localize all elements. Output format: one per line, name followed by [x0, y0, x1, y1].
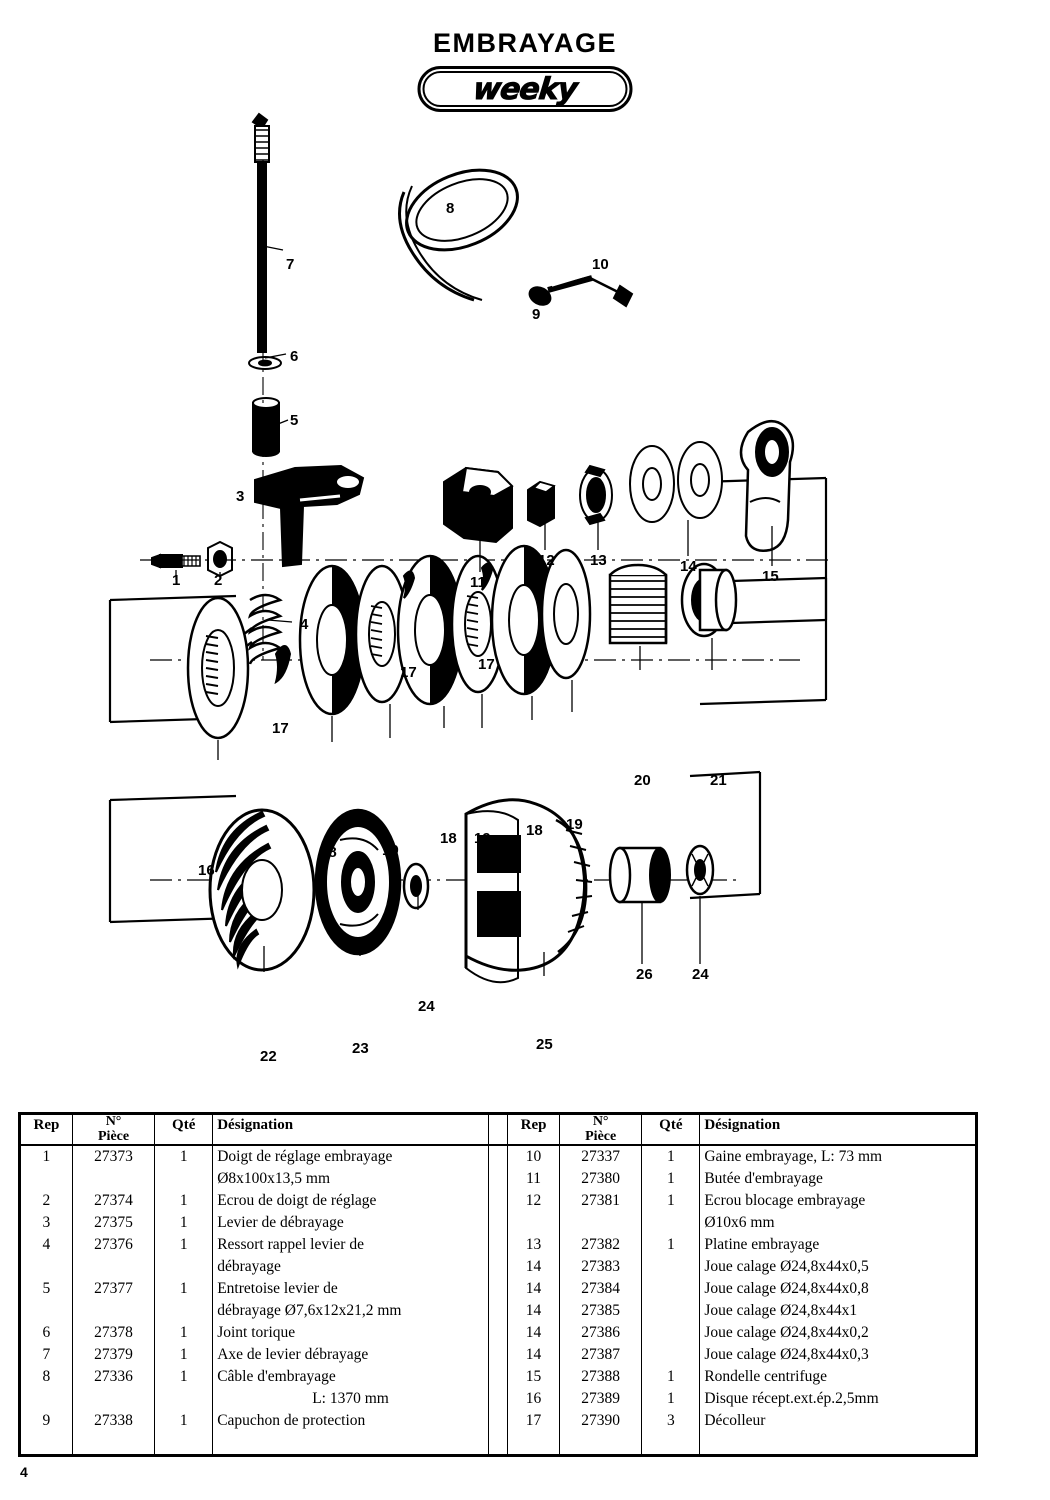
cell-qte: 1 [155, 1190, 213, 1212]
cell-qte: 1 [155, 1366, 213, 1388]
header-piece-right-line2: Pièce [585, 1128, 617, 1144]
cell-piece [72, 1300, 154, 1322]
part-2-ecrou [208, 542, 232, 576]
cell-qte: 1 [642, 1190, 700, 1212]
cell-rep: 10 [508, 1145, 560, 1168]
cell-rep: 5 [21, 1278, 72, 1300]
header-designation-right: Désignation [700, 1115, 975, 1145]
header-piece-right-line1: N° [592, 1114, 609, 1129]
cell-rep: 14 [508, 1322, 560, 1344]
cell-piece: 27374 [72, 1190, 154, 1212]
cell-piece [72, 1256, 154, 1278]
cell-piece: 27386 [559, 1322, 641, 1344]
cell-piece [72, 1432, 154, 1454]
callout-1: 1 [172, 572, 181, 589]
part-18-19-disc-stack [300, 546, 590, 714]
callout-12: 12 [538, 552, 555, 569]
part-7-axe-levier [253, 114, 269, 352]
cell-piece [72, 1168, 154, 1190]
part-11-butee [444, 468, 512, 542]
part-8-cable-embrayage [395, 155, 530, 300]
cell-designation [700, 1432, 975, 1454]
cell-qte [642, 1322, 700, 1344]
header-piece-left-line1: N° [105, 1114, 122, 1129]
cell-qte: 1 [155, 1278, 213, 1300]
cell-piece [559, 1432, 641, 1454]
cell-rep: 1 [21, 1145, 72, 1168]
cell-qte [155, 1168, 213, 1190]
cell-piece: 27388 [559, 1366, 641, 1388]
cell-piece: 27377 [72, 1278, 154, 1300]
table-row [21, 1410, 975, 1432]
callout-6: 6 [290, 348, 299, 365]
part-20-noix [610, 565, 666, 643]
cell-qte [642, 1344, 700, 1366]
table-row [21, 1278, 975, 1300]
cell-designation: Ressort rappel levier de [217, 1236, 364, 1254]
cell-rep [21, 1432, 72, 1454]
cell-qte [642, 1212, 700, 1234]
table-header-row [21, 1115, 975, 1145]
table-row [21, 1300, 975, 1322]
cell-designation: L: 1370 mm [312, 1390, 389, 1408]
table-divider-cell [488, 1432, 507, 1454]
cell-piece: 27382 [559, 1234, 641, 1256]
table-row [21, 1234, 975, 1256]
cell-qte: 1 [642, 1366, 700, 1388]
table-divider-cell [488, 1190, 507, 1212]
cell-qte: 1 [155, 1145, 213, 1168]
cell-rep [21, 1256, 72, 1278]
cell-rep [21, 1300, 72, 1322]
callout-18-b: 18 [440, 830, 457, 847]
table-divider-cell [488, 1145, 507, 1168]
cell-piece: 27379 [72, 1344, 154, 1366]
cell-qte [642, 1300, 700, 1322]
callout-17-b: 17 [400, 664, 417, 681]
cell-piece: 27336 [72, 1366, 154, 1388]
part-10-gaine [548, 274, 632, 306]
cell-rep: 6 [21, 1322, 72, 1344]
cell-qte [155, 1256, 213, 1278]
callout-2: 2 [214, 572, 223, 589]
callout-7: 7 [286, 256, 295, 273]
callout-16: 16 [198, 862, 215, 879]
table-divider-cell [488, 1256, 507, 1278]
logo-text: weeky [471, 71, 579, 107]
cell-rep [21, 1388, 72, 1410]
cell-rep [21, 1168, 72, 1190]
table-row [21, 1145, 975, 1168]
cell-designation: Joue calage Ø24,8x44x1 [704, 1302, 858, 1320]
cell-qte [642, 1432, 700, 1454]
table-row [21, 1256, 975, 1278]
cell-qte [155, 1388, 213, 1410]
table-divider-cell [488, 1388, 507, 1410]
cell-designation: Levier de débrayage [217, 1214, 344, 1232]
part-5-entretoise [253, 398, 279, 456]
page-number: 4 [20, 1464, 28, 1480]
table-body [21, 1145, 975, 1454]
table-divider-cell [488, 1212, 507, 1234]
callout-22: 22 [260, 1048, 277, 1065]
cell-piece: 27373 [72, 1145, 154, 1168]
callout-20: 20 [634, 772, 651, 789]
table-divider-cell [488, 1278, 507, 1300]
cell-qte: 1 [642, 1168, 700, 1190]
part-24-joue-b [687, 846, 713, 894]
cell-designation: Gaine embrayage, L: 73 mm [700, 1145, 975, 1168]
callout-17-c: 17 [478, 656, 495, 673]
cell-rep: 14 [508, 1278, 560, 1300]
header-piece-left [72, 1115, 154, 1145]
header-rep-left: Rep [21, 1115, 72, 1145]
cell-rep: 2 [21, 1190, 72, 1212]
cell-qte: 1 [642, 1234, 700, 1256]
cell-designation: Entretoise levier de [217, 1280, 338, 1298]
callout-19-b: 19 [474, 830, 491, 847]
cell-designation: débrayage [217, 1258, 281, 1276]
cell-rep: 8 [21, 1366, 72, 1388]
table-row [21, 1190, 975, 1212]
cell-designation: Rondelle centrifuge [704, 1368, 827, 1386]
callout-4: 4 [300, 616, 309, 633]
part-12-ecrou-blocage [528, 482, 554, 526]
table-row-empty [21, 1432, 975, 1454]
header-rep-right: Rep [508, 1115, 560, 1145]
cell-piece: 27378 [72, 1322, 154, 1344]
header-piece-right [559, 1115, 641, 1145]
cell-designation: Capuchon de protection [217, 1412, 366, 1430]
cell-piece: 27337 [559, 1145, 641, 1168]
cell-rep: 14 [508, 1256, 560, 1278]
cell-rep: 11 [508, 1168, 560, 1190]
cell-qte [642, 1278, 700, 1300]
header-qte-left: Qté [155, 1115, 213, 1145]
cell-qte: 1 [155, 1322, 213, 1344]
cell-qte: 1 [155, 1410, 213, 1432]
cell-piece: 27383 [559, 1256, 641, 1278]
cell-rep: 9 [21, 1410, 72, 1432]
cell-qte: 1 [642, 1388, 700, 1410]
table-row [21, 1388, 975, 1410]
callout-14: 14 [680, 558, 697, 575]
cell-rep: 12 [508, 1190, 560, 1212]
cell-rep: 14 [508, 1344, 560, 1366]
cell-qte: 3 [642, 1410, 700, 1432]
cell-designation: Ø10x6 mm [704, 1214, 775, 1232]
callout-13: 13 [590, 552, 607, 569]
part-26-entretoise [610, 848, 670, 902]
cell-designation: Joue calage Ø24,8x44x0,8 [704, 1280, 869, 1298]
callout-24-b: 24 [692, 966, 709, 983]
cell-piece [72, 1388, 154, 1410]
part-16-disque-recepteur [188, 598, 248, 738]
page-title: EMBRAYAGE [432, 28, 618, 58]
cell-qte [155, 1432, 213, 1454]
diagram-svg [0, 100, 1050, 1100]
cell-designation: Décolleur [704, 1412, 766, 1430]
callout-18-c: 18 [526, 822, 543, 839]
cell-rep: 3 [21, 1212, 72, 1234]
cell-rep: 7 [21, 1344, 72, 1366]
cell-piece: 27387 [559, 1344, 641, 1366]
callout-11: 11 [470, 574, 486, 591]
cell-piece: 27389 [559, 1388, 641, 1410]
table-divider-cell [488, 1234, 507, 1256]
exploded-diagram [0, 100, 1050, 1100]
cell-designation: Doigt de réglage embrayage [213, 1145, 489, 1168]
cell-qte: 1 [155, 1234, 213, 1256]
part-17-decolleur-a [276, 646, 290, 682]
cell-designation [213, 1432, 489, 1454]
cell-designation: Ø8x100x13,5 mm [217, 1170, 331, 1188]
callout-24-a: 24 [418, 998, 435, 1015]
cell-designation: Ecrou de doigt de réglage [217, 1192, 377, 1210]
parts-table [18, 1112, 978, 1457]
cell-designation: Disque récept.ext.ép.2,5mm [704, 1390, 879, 1408]
table-divider-cell [488, 1344, 507, 1366]
part-22-poulie-ventilee [210, 810, 314, 970]
cell-rep [508, 1432, 560, 1454]
table-row [21, 1366, 975, 1388]
cell-piece: 27338 [72, 1410, 154, 1432]
cell-designation: Joue calage Ø24,8x44x0,2 [704, 1324, 869, 1342]
callout-17-a: 17 [272, 720, 289, 737]
callout-15: 15 [762, 568, 779, 585]
cell-rep: 13 [508, 1234, 560, 1256]
cell-rep: 16 [508, 1388, 560, 1410]
cell-piece: 27385 [559, 1300, 641, 1322]
part-3-levier-debrayage [255, 466, 363, 566]
table-divider-cell [488, 1366, 507, 1388]
cell-designation: Câble d'embrayage [217, 1368, 336, 1386]
part-15-rondelle-centrifuge [741, 421, 793, 551]
part-24-joue-a [404, 864, 428, 908]
cell-designation: Joue calage Ø24,8x44x0,5 [704, 1258, 869, 1276]
callout-10: 10 [592, 256, 609, 273]
table-divider-cell [488, 1300, 507, 1322]
part-23-flasque [316, 810, 400, 954]
callout-23: 23 [352, 1040, 369, 1057]
callout-9: 9 [532, 306, 541, 323]
cell-rep: 17 [508, 1410, 560, 1432]
cell-qte: 1 [642, 1145, 700, 1168]
cell-designation: Butée d'embrayage [704, 1170, 823, 1188]
cell-designation: Platine embrayage [704, 1236, 820, 1254]
table-row [21, 1322, 975, 1344]
cell-piece [559, 1212, 641, 1234]
table-divider-cell [488, 1410, 507, 1432]
cell-piece: 27390 [559, 1410, 641, 1432]
cell-piece: 27376 [72, 1234, 154, 1256]
part-4-ressort [244, 595, 280, 664]
cell-qte: 1 [155, 1212, 213, 1234]
part-13-platine [580, 466, 612, 524]
part-1-doigt-reglage [152, 555, 200, 567]
cell-qte [642, 1256, 700, 1278]
callout-18-a: 18 [320, 844, 337, 861]
header-piece-left-line2: Pièce [98, 1128, 130, 1144]
callout-21: 21 [710, 772, 727, 789]
callout-3: 3 [236, 488, 245, 505]
table-divider-cell [488, 1322, 507, 1344]
callout-25: 25 [536, 1036, 553, 1053]
cell-piece: 27375 [72, 1212, 154, 1234]
cell-rep: 15 [508, 1366, 560, 1388]
cell-piece: 27380 [559, 1168, 641, 1190]
table-row [21, 1168, 975, 1190]
cell-rep: 4 [21, 1234, 72, 1256]
cell-designation: Joint torique [217, 1324, 296, 1342]
table-divider-cell [488, 1168, 507, 1190]
cell-designation: Joue calage Ø24,8x44x0,3 [704, 1346, 869, 1364]
callout-19-a: 19 [382, 842, 399, 859]
callout-19-c: 19 [566, 816, 583, 833]
callout-26: 26 [636, 966, 653, 983]
header-designation-left: Désignation [213, 1115, 489, 1145]
callout-8: 8 [446, 200, 455, 217]
cell-designation: Axe de levier débrayage [217, 1346, 369, 1364]
table-row [21, 1344, 975, 1366]
cell-piece: 27384 [559, 1278, 641, 1300]
cell-qte: 1 [155, 1344, 213, 1366]
cell-rep [508, 1212, 560, 1234]
part-6-joint-torique [249, 357, 281, 369]
cell-qte [155, 1300, 213, 1322]
cell-designation: débrayage Ø7,6x12x21,2 mm [217, 1302, 402, 1320]
callout-5: 5 [290, 412, 299, 429]
cell-designation: Ecrou blocage embrayage [704, 1192, 866, 1210]
table-row [21, 1212, 975, 1234]
cell-piece: 27381 [559, 1190, 641, 1212]
cell-rep: 14 [508, 1300, 560, 1322]
table-divider [488, 1115, 507, 1145]
header-qte-right: Qté [642, 1115, 700, 1145]
